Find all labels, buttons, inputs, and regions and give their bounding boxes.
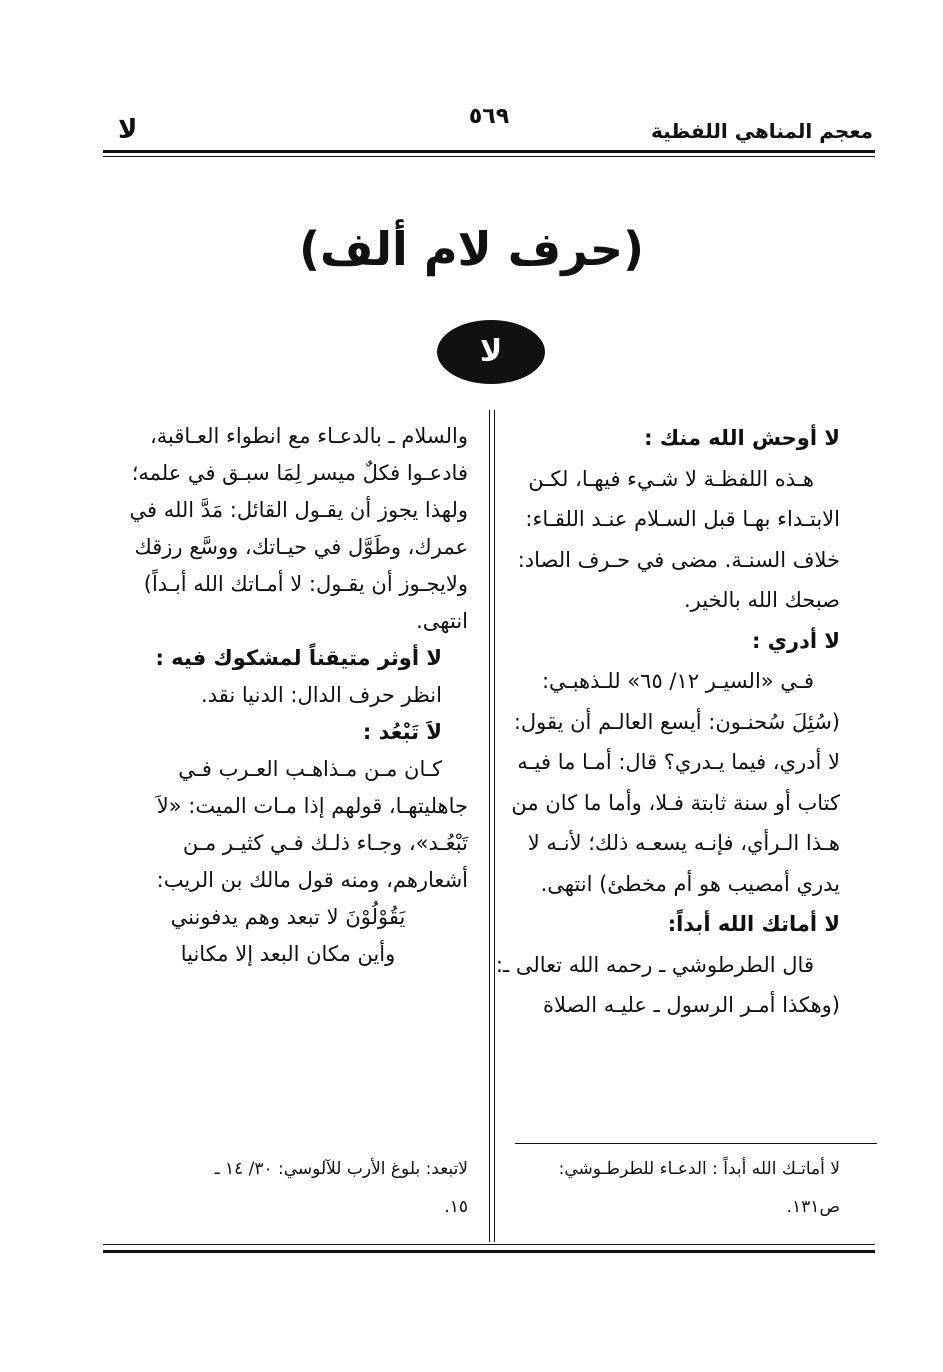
text-line: انتهى. <box>416 609 468 633</box>
column-divider <box>489 410 490 1242</box>
text-line: خلاف السنـة. مضى في حـرف الصاد: <box>517 547 840 572</box>
text-line: تَبْعُـد»، وجـاء ذلـك فـي كثيـر مـن <box>182 831 468 855</box>
chapter-title: (حرف لام ألف) <box>298 222 645 276</box>
entry-heading: لا أوحش الله منك : <box>644 426 840 450</box>
verse-line: يَقُوْلُوْنَ لا تبعد وهم يدفونني <box>170 905 406 929</box>
right-column <box>495 418 840 1026</box>
entry-heading: لا أماتك الله أبداً: <box>667 912 840 936</box>
text-line: جاهليتهـا، قولهم إذا مـات الميت: «لاَ <box>156 794 468 818</box>
footnote-line: ١٥. <box>444 1197 468 1217</box>
header-rule-thick <box>103 150 875 153</box>
running-header-letter: لا <box>118 115 138 145</box>
text-line: الابتـداء بهـا قبل السـلام عنـد اللقـاء: <box>525 507 840 531</box>
text-line: فادعـوا فكلٌ ميسر لِمَا سبـق في علمه؛ <box>131 461 468 485</box>
oval-letter: لا <box>479 334 503 369</box>
header-rule-thin <box>103 156 875 157</box>
text-line: (سُئِلَ سُحنـون: أيسع العالـم أن يقول: <box>513 709 840 734</box>
text-line: أشعارهم، ومنه قول مالك بن الريب: <box>156 868 468 892</box>
running-header-book-title: معجم المناهي اللفظية <box>651 119 873 143</box>
text-line: انظر حرف الدال: الدنيا نقد. <box>201 683 442 707</box>
letter-oval-badge <box>437 320 545 384</box>
text-line: يدري أمصيب هو أم مخطئ) انتهى. <box>540 871 840 896</box>
entry-heading: لا أدري : <box>752 628 840 653</box>
verse-line: وأين مكان البعد إلا مكانيا <box>180 942 396 966</box>
footnote-line: لاتبعد: بلوغ الأرب للآلوسي: ٣٠/ ١٤ ـ <box>214 1159 468 1179</box>
text-line: (وهكذا أمـر الرسول ـ عليـه الصلاة <box>543 993 840 1017</box>
text-line: هـذه اللفظـة لا شـيء فيهـا، لكـن <box>528 466 814 491</box>
text-line: كـان مـن مـذاهـب العـرب فـي <box>178 757 442 781</box>
footnote-line: ص١٣١. <box>786 1197 840 1217</box>
text-line: فـي «السيـر ١٢/ ٦٥» للـذهبـي: <box>541 669 814 693</box>
text-line: هـذا الـرأي، فإنـه يسعـه ذلك؛ لأنـه لا <box>527 831 840 855</box>
text-line: ولهذا يجوز أن يقـول القائل: مَدَّ الله في <box>129 498 468 522</box>
text-line: كتاب أو سنة ثابتة فـلا، وأما ما كان من <box>511 790 840 815</box>
left-column <box>108 418 468 973</box>
text-line: عمرك، وطَوَّل في حيـاتك، ووسَّع رزقك <box>134 535 468 559</box>
entry-heading: لاَ تَبْعُد : <box>362 720 442 744</box>
footer-rule-thin <box>103 1244 875 1245</box>
footer-rule-thick <box>103 1250 875 1253</box>
text-line: لا أدري، فيما يـدري؟ قال: أمـا ما فيـه <box>517 750 840 774</box>
column-divider <box>494 410 495 1242</box>
footnote-left <box>108 1150 468 1226</box>
text-line: قال الطرطوشي ـ رحمه الله تعالى ـ: <box>495 952 814 977</box>
footnote-line: لا أماتـك الله أبداً : الدعـاء للطرطـوشي: <box>558 1159 840 1179</box>
footnote-rule-right <box>515 1143 877 1144</box>
text-line: صبحك الله بالخير. <box>683 588 840 612</box>
footnote-right <box>505 1150 840 1226</box>
text-line: والسلام ـ بالدعـاء مع انطواء العـاقبة، <box>149 424 468 448</box>
page-number: ٥٦٩ <box>468 104 510 129</box>
entry-heading: لا أوثر متيقناً لمشكوك فيه : <box>155 646 442 670</box>
text-line: ولايجـوز أن يقـول: لا أمـاتك الله أبـداً) <box>143 572 468 596</box>
